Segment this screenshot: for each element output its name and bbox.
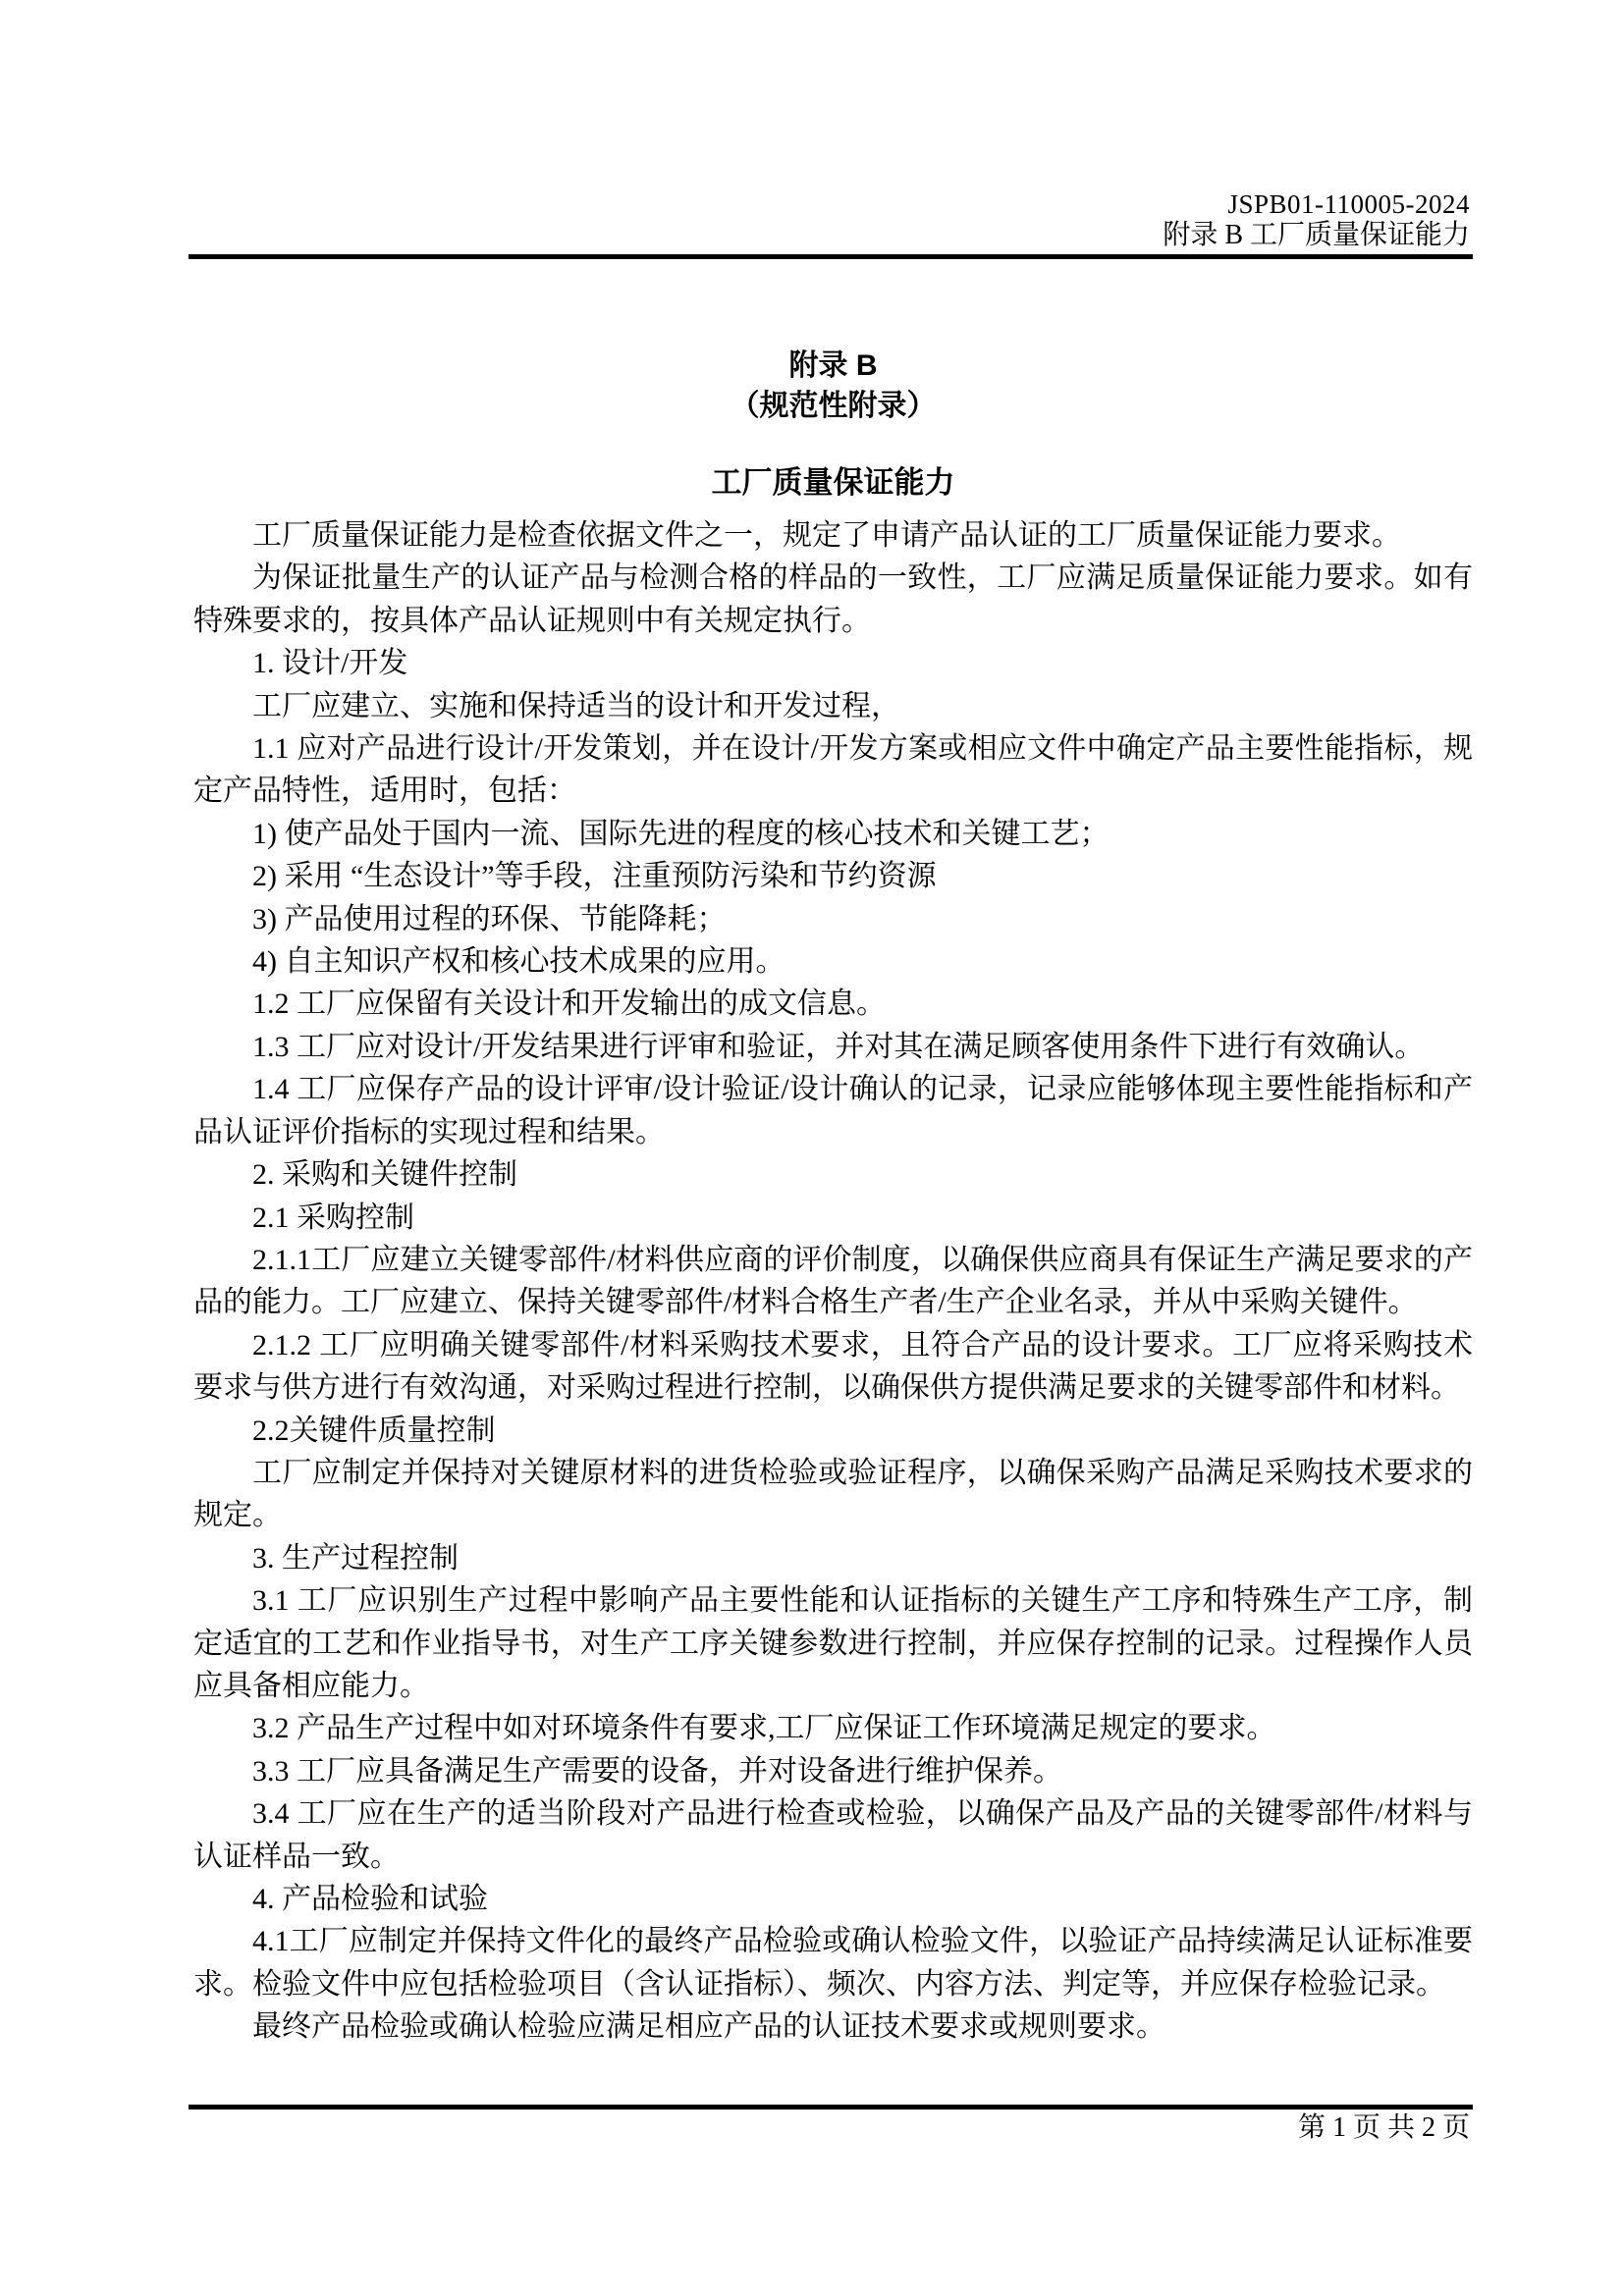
- body-paragraph: 2.1.1工厂应建立关键零部件/材料供应商的评价制度，以确保供应商具有保证生产满足要求的产品的能力。工厂应建立、保持关键零部件/材料合格生产者/生产企业名录，并从中采购关键件。: [193, 1243, 1473, 1319]
- footer-rule: [189, 2105, 1473, 2109]
- body-paragraph: 4. 产品检验和试验: [252, 1883, 488, 1915]
- body-paragraph: 1.3 工厂应对设计/开发结果进行评审和验证，并对其在满足顾客使用条件下进行有效确认。: [252, 1030, 1425, 1063]
- body-paragraph: 1.1 应对产品进行设计/开发策划，并在设计/开发方案或相应文件中确定产品主要性能指标，规定产品特性，适用时，包括：: [193, 732, 1473, 808]
- appendix-label: 附录 B: [788, 349, 878, 382]
- body-paragraph: 3) 产品使用过程的环保、节能降耗；: [252, 902, 727, 935]
- body-paragraph: 2. 采购和关键件控制: [252, 1158, 517, 1192]
- page-header: [189, 189, 1470, 252]
- body-paragraph: 2.1 采购控制: [252, 1201, 414, 1234]
- body-paragraph: 4.1工厂应制定并保持文件化的最终产品检验或确认检验文件，以验证产品持续满足认证标准要求。检验文件中应包括检验项目（含认证指标）、频次、内容方法、判定等，并应保存检验记录。: [193, 1925, 1473, 2001]
- section-title: 工厂质量保证能力: [711, 465, 955, 500]
- body-paragraph: 2.2关键件质量控制: [252, 1414, 496, 1447]
- body-paragraph: 2) 采用 “生态设计”等手段，注重预防污染和节约资源: [252, 860, 937, 893]
- page-indicator: 第 1 页 共 2 页: [1297, 2112, 1470, 2143]
- body-paragraph: 工厂应制定并保持对关键原材料的进货检验或验证程序，以确保采购产品满足采购技术要求的规定。: [193, 1456, 1473, 1532]
- body-paragraph: 3. 生产过程控制: [252, 1541, 459, 1575]
- body-paragraph: 为保证批量生产的认证产品与检测合格的样品的一致性，工厂应满足质量保证能力要求。如有特殊要求的，按具体产品认证规则中有关规定执行。: [193, 561, 1473, 637]
- body-paragraph: 4) 自主知识产权和核心技术成果的应用。: [252, 945, 785, 979]
- body-paragraph: 工厂应建立、实施和保持适当的设计和开发过程，: [252, 689, 900, 722]
- body-paragraph: 1.4 工厂应保存产品的设计评审/设计验证/设计确认的记录，记录应能够体现主要性能指标和产品认证评价指标的实现过程和结果。: [193, 1073, 1473, 1148]
- body-paragraph: 3.2 产品生产过程中如对环境条件有要求,工厂应保证工作环境满足规定的要求。: [252, 1712, 1276, 1745]
- doc-context: 附录 B 工厂质量保证能力: [1163, 220, 1470, 250]
- body-paragraph: 3.4 工厂应在生产的适当阶段对产品进行检查或检验，以确保产品及产品的关键零部件/材料与认证样品一致。: [193, 1797, 1473, 1873]
- body-paragraph: 最终产品检验或确认检验应满足相应产品的认证技术要求或规则要求。: [252, 2010, 1165, 2044]
- body-paragraph: 1) 使产品处于国内一流、国际先进的程度的核心技术和关键工艺；: [252, 817, 1110, 850]
- body-paragraph: 2.1.2 工厂应明确关键零部件/材料采购技术要求，且符合产品的设计要求。工厂应将采购技术要求与供方进行有效沟通，对采购过程进行控制，以确保供方提供满足要求的关键零部件和材料。: [193, 1328, 1473, 1405]
- body-paragraph: 3.3 工厂应具备满足生产需要的设备，并对设备进行维护保养。: [252, 1754, 1062, 1788]
- doc-code: JSPB01-110005-2024: [1227, 189, 1470, 219]
- appendix-type: （规范性附录）: [730, 390, 937, 422]
- body-paragraph: 1.2 工厂应保留有关设计和开发输出的成文信息。: [252, 988, 886, 1021]
- header-rule: [189, 254, 1473, 259]
- body-paragraph: 1. 设计/开发: [252, 647, 408, 680]
- body-paragraph: 3.1 工厂应识别生产过程中影响产品主要性能和认证指标的关键生产工序和特殊生产工序，制定适宜的工艺和作业指导书，对生产工序关键参数进行控制，并应保存控制的记录。过程操作人员应具备相应能力。: [193, 1584, 1473, 1702]
- body-paragraph: 工厂质量保证能力是检查依据文件之一，规定了申请产品认证的工厂质量保证能力要求。: [252, 519, 1401, 552]
- title-block: [193, 346, 1473, 426]
- page-footer: [189, 2111, 1470, 2145]
- document-body: [193, 514, 1473, 2049]
